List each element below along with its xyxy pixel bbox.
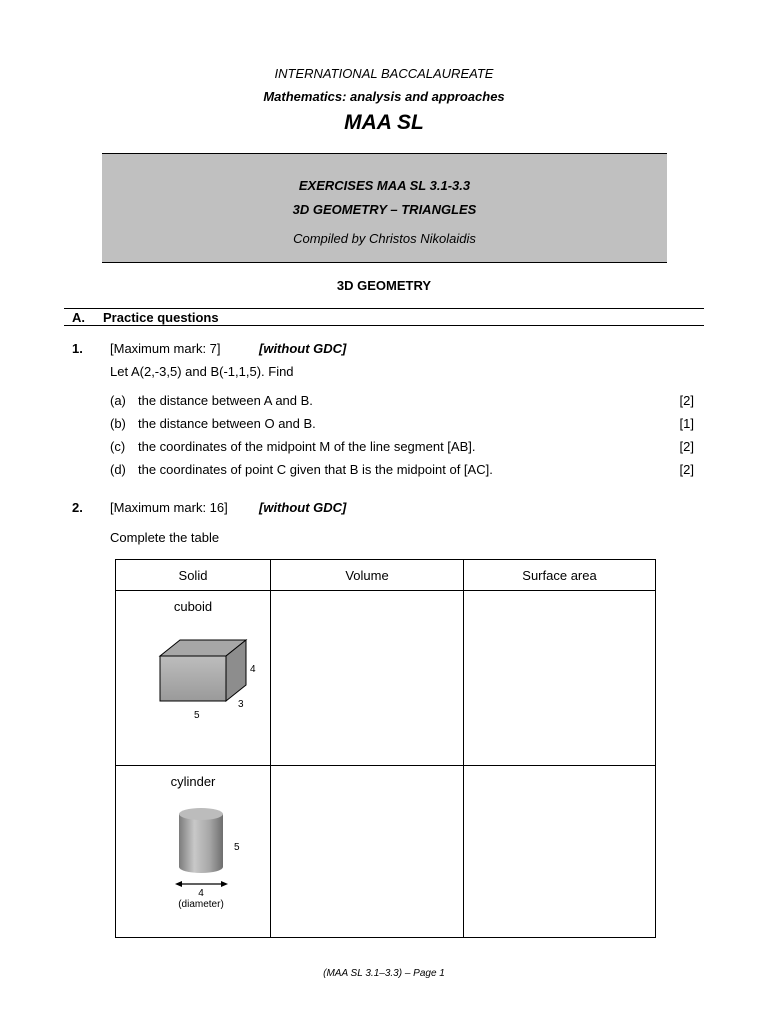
question-1-part-c: [110, 439, 694, 455]
header-volume: Volume: [271, 560, 464, 591]
cylinder-height-label: 5: [234, 842, 240, 853]
table-row: [116, 766, 656, 938]
header-course-code: MAA SL: [344, 111, 424, 134]
arrow-right-icon: [221, 881, 228, 887]
solid-cell-cuboid: [116, 591, 271, 766]
part-text: the distance between O and B.: [138, 416, 316, 431]
cuboid-front-face: [160, 656, 226, 701]
cuboid-width-label: 5: [194, 710, 200, 721]
solid-name: cylinder: [170, 774, 216, 789]
cylinder-top: [179, 808, 223, 820]
section-heading: 3D GEOMETRY: [336, 278, 432, 293]
page-footer: (MAA SL 3.1–3.3) – Page 1: [323, 968, 445, 979]
table-row: [116, 591, 656, 766]
question-2-number: 2.: [72, 500, 83, 515]
header-solid: Solid: [116, 560, 271, 591]
diameter-value: 4: [198, 888, 204, 899]
solid-cell-cylinder: [116, 766, 271, 938]
part-text: the coordinates of point C given that B is the midpoint of [AC].: [138, 462, 493, 477]
practice-questions-bar: [64, 308, 704, 326]
practice-letter: A.: [72, 310, 85, 325]
solids-table: [115, 559, 656, 938]
compiled-by: Compiled by Christos Nikolaidis: [293, 231, 476, 246]
cuboid-figure: [128, 614, 258, 724]
topic-title: 3D GEOMETRY – TRIANGLES: [292, 202, 477, 217]
question-2-max-mark: [Maximum mark: 16]: [110, 500, 228, 515]
question-2-gdc: [without GDC]: [259, 500, 347, 515]
surface-area-cell-cylinder[interactable]: [464, 766, 656, 938]
volume-cell-cylinder[interactable]: [271, 766, 464, 938]
question-1-max-mark: [Maximum mark: 7]: [110, 341, 221, 356]
header-course: Mathematics: analysis and approaches: [263, 89, 505, 104]
exercises-title: EXERCISES MAA SL 3.1-3.3: [298, 178, 471, 193]
part-mark: [2]: [679, 439, 694, 454]
part-label: (a): [110, 393, 126, 408]
part-mark: [2]: [679, 393, 694, 408]
part-text: the distance between A and B.: [138, 393, 313, 408]
question-1-part-d: [110, 462, 694, 478]
part-mark: [2]: [679, 462, 694, 477]
cylinder-body: [179, 814, 223, 873]
part-mark: [1]: [679, 416, 694, 431]
practice-label: Practice questions: [103, 310, 219, 325]
cylinder-figure: [128, 789, 258, 909]
arrow-left-icon: [175, 881, 182, 887]
title-box: [102, 153, 667, 263]
part-label: (b): [110, 416, 126, 431]
header-surface-area: Surface area: [464, 560, 656, 591]
question-1-number: 1.: [72, 341, 83, 356]
table-header-row: [116, 560, 656, 591]
solid-name: cuboid: [173, 599, 213, 614]
header-organization: INTERNATIONAL BACCALAUREATE: [274, 66, 494, 81]
surface-area-cell-cuboid[interactable]: [464, 591, 656, 766]
diameter-label: (diameter): [178, 899, 224, 909]
part-label: (c): [110, 439, 126, 454]
part-label: (d): [110, 462, 126, 477]
volume-cell-cuboid[interactable]: [271, 591, 464, 766]
question-1-gdc: [without GDC]: [259, 341, 347, 356]
question-1-part-a: [110, 393, 694, 409]
part-text: the coordinates of the midpoint M of the line segment [AB].: [138, 439, 476, 454]
cuboid-depth-label: 3: [238, 699, 244, 710]
cuboid-height-label: 4: [250, 664, 256, 675]
question-2-stem: Complete the table: [110, 530, 220, 545]
question-1-part-b: [110, 416, 694, 432]
question-1-stem: Let A(2,-3,5) and B(-1,1,5). Find: [110, 364, 294, 379]
